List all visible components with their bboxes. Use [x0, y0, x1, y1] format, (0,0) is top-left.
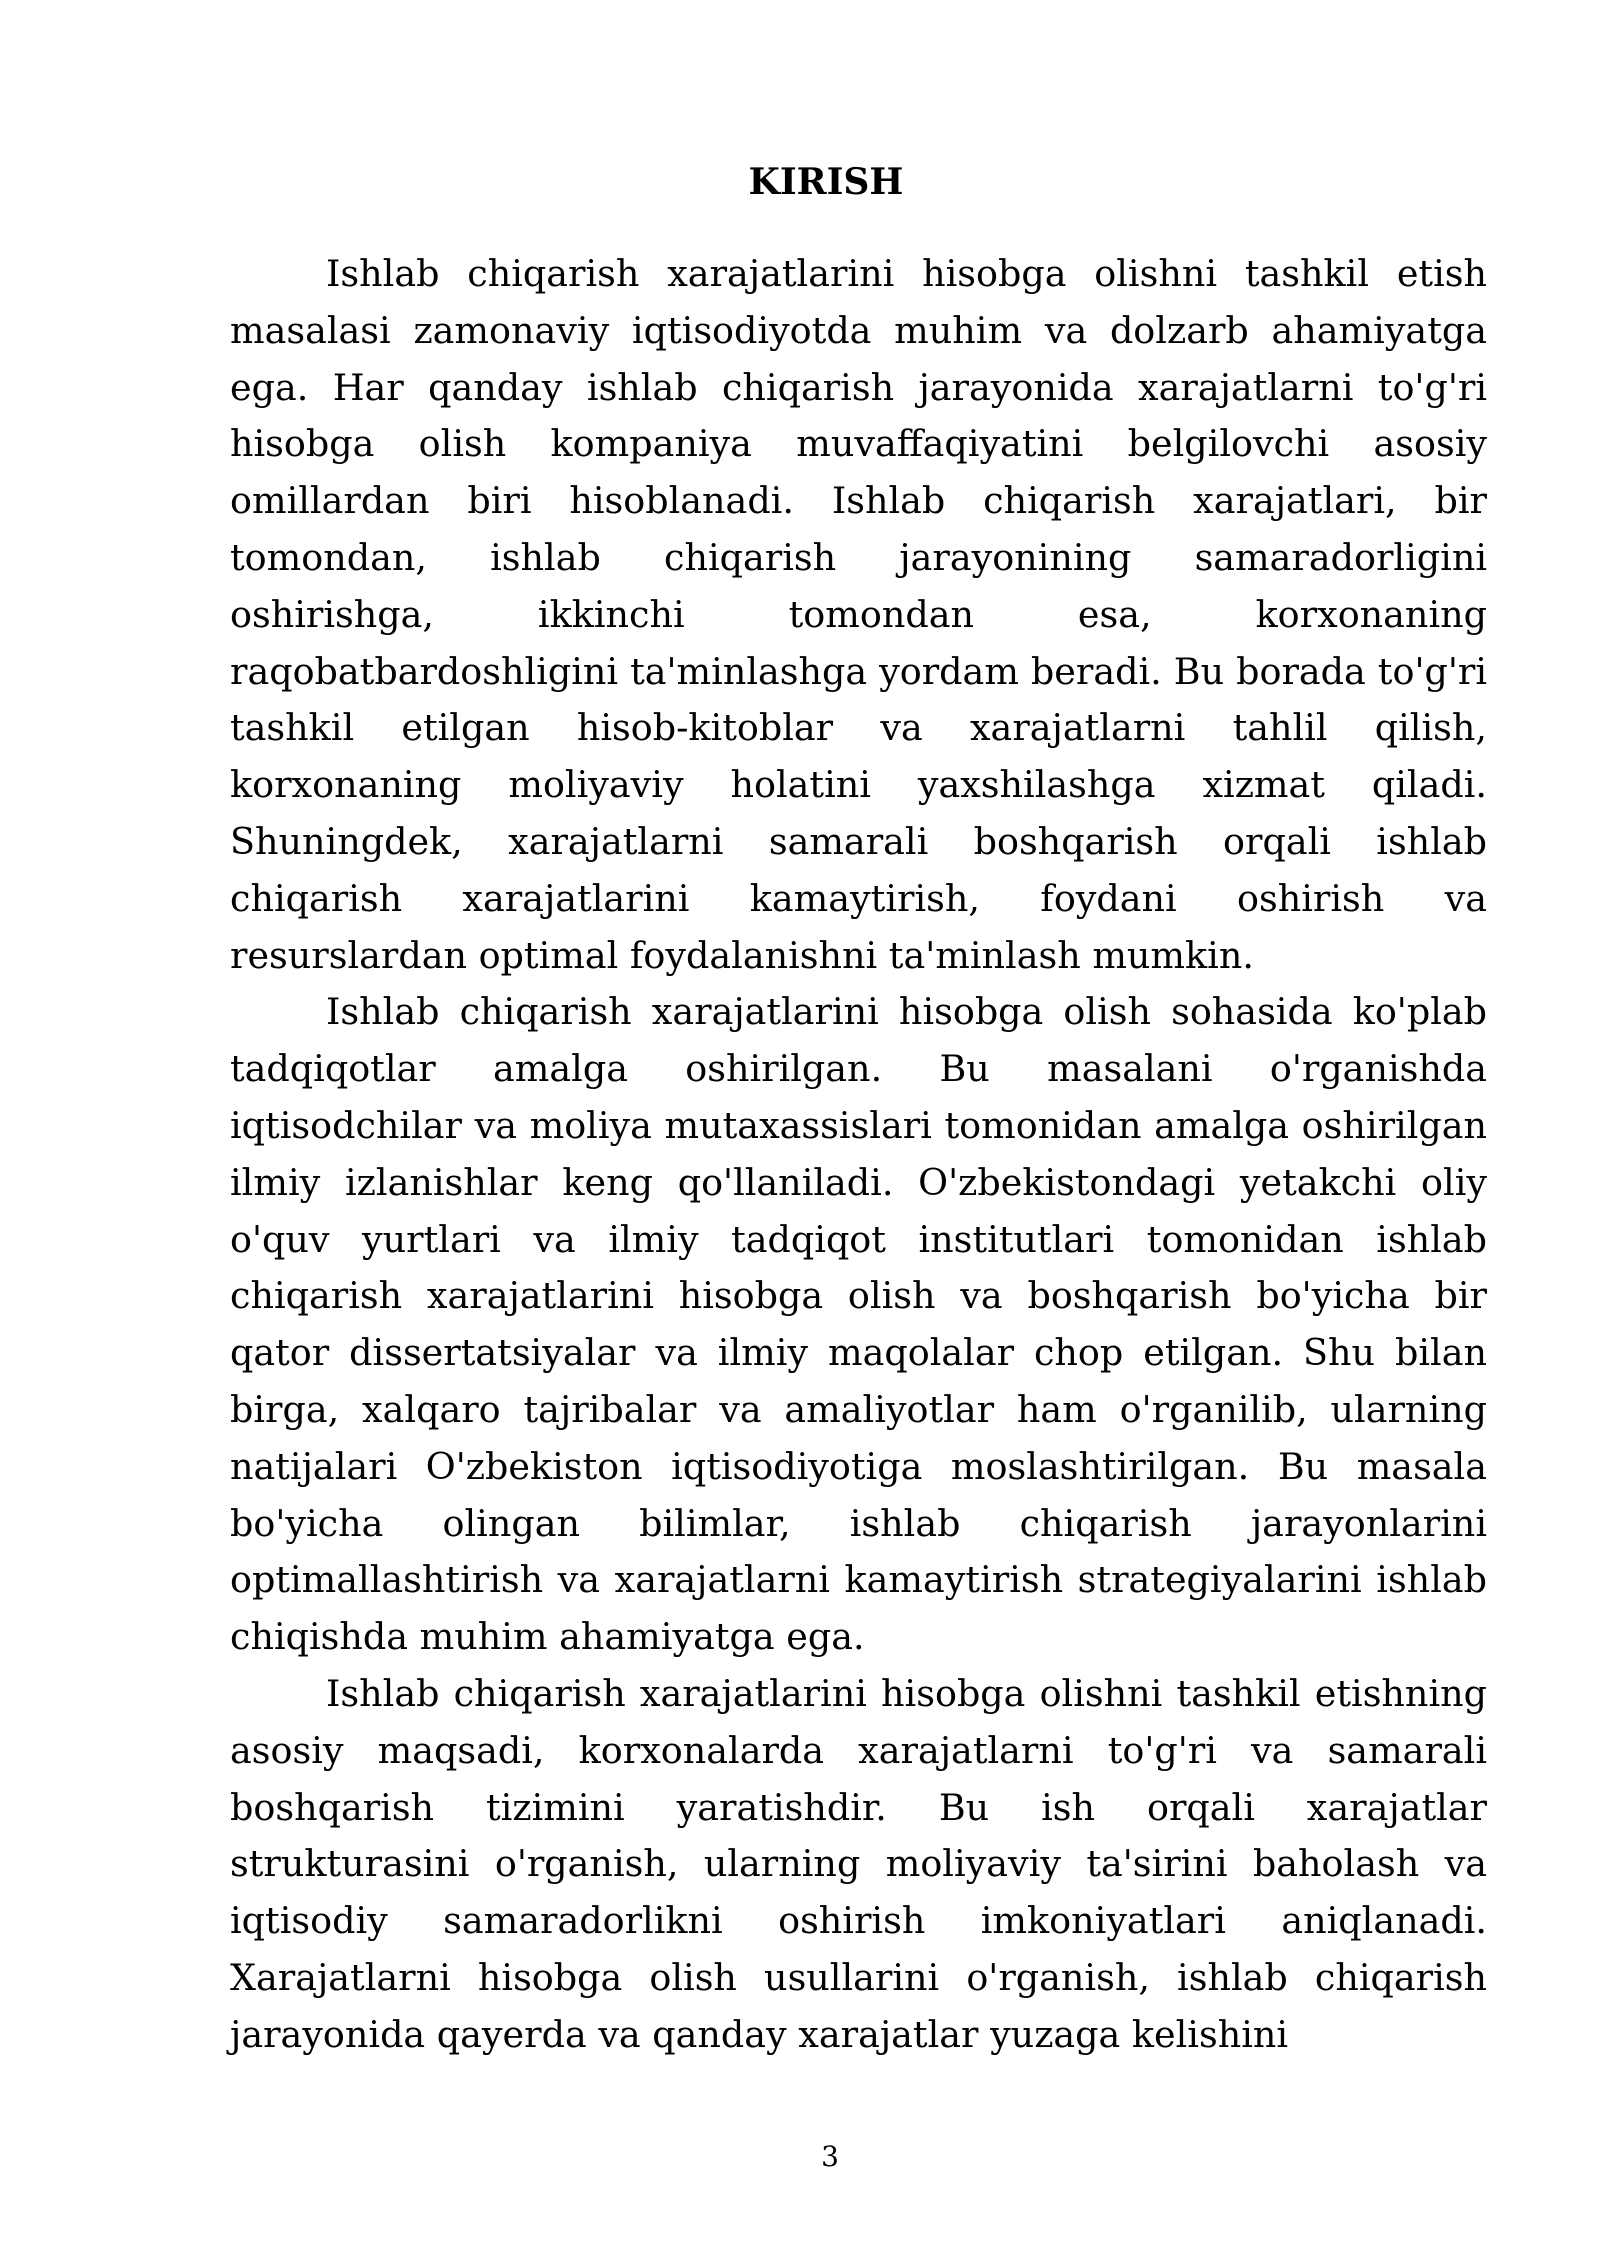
paragraph-2: Ishlab chiqarish xarajatlarini hisobga olish sohasida ko'plab tadqiqotlar amalga oshirilgan. Bu masalani o'rganishda iqtisodchilar va moliya mutaxassislari tomonidan amalga oshirilgan ilmiy izlanishlar keng qo'llaniladi. O'zbekistondagi yetakchi oliy o'quv yurtlari va ilmiy tadqiqot institutlari tomonidan ishlab chiqarish xarajatlarini hisobga olish va boshqarish bo'yicha bir qator dissertatsiyalar va ilmiy maqolalar chop etilgan. Shu bilan birga, xalqaro tajribalar va amaliyotlar ham o'rganilib, ularning natijalari O'zbekiston iqtisodiyotiga moslashtirilgan. Bu masala bo'yicha olingan bilimlar, ishlab chiqarish jarayonlarini optimallashtirish va xarajatlarni kamaytirish strategiyalarini ishlab chiqishda muhim ahamiyatga ega. — [230, 990, 1487, 1659]
body-text — [230, 246, 1487, 2064]
page-number: 3 — [821, 2140, 839, 2173]
paragraph-1: Ishlab chiqarish xarajatlarini hisobga olishni tashkil etish masalasi zamonaviy iqtisodiyotda muhim va dolzarb ahamiyatga ega. Har qanday ishlab chiqarish jarayonida xarajatlarni to'g'ri hisobga olish kompaniya muvaffaqiyatini belgilovchi asosiy omillardan biri hisoblanadi. Ishlab chiqarish xarajatlari, bir tomondan, ishlab chiqarish jarayonining samaradorligini oshirishga, ikkinchi tomondan esa, korxonaning raqobatbardoshligini ta'minlashga yordam beradi. Bu borada to'g'ri tashkil etilgan hisob-kitoblar va xarajatlarni tahlil qilish, korxonaning moliyaviy holatini yaxshilashga xizmat qiladi. Shuningdek, xarajatlarni samarali boshqarish orqali ishlab chiqarish xarajatlarini kamaytirish, foydani oshirish va resurslardan optimal foydalanishni ta'minlash mumkin. — [230, 252, 1487, 977]
page-title: KIRISH — [748, 161, 904, 203]
paragraph-3: Ishlab chiqarish xarajatlarini hisobga olishni tashkil etishning asosiy maqsadi, korxonalarda xarajatlarni to'g'ri va samarali boshqarish tizimini yaratishdir. Bu ish orqali xarajatlar strukturasini o'rganish, ularning moliyaviy ta'sirini baholash va iqtisodiy samaradorlikni oshirish imkoniyatlari aniqlanadi. Xarajatlarni hisobga olish usullarini o'rganish, ishlab chiqarish jarayonida qayerda va qanday xarajatlar yuzaga kelishini — [230, 1671, 1487, 2056]
